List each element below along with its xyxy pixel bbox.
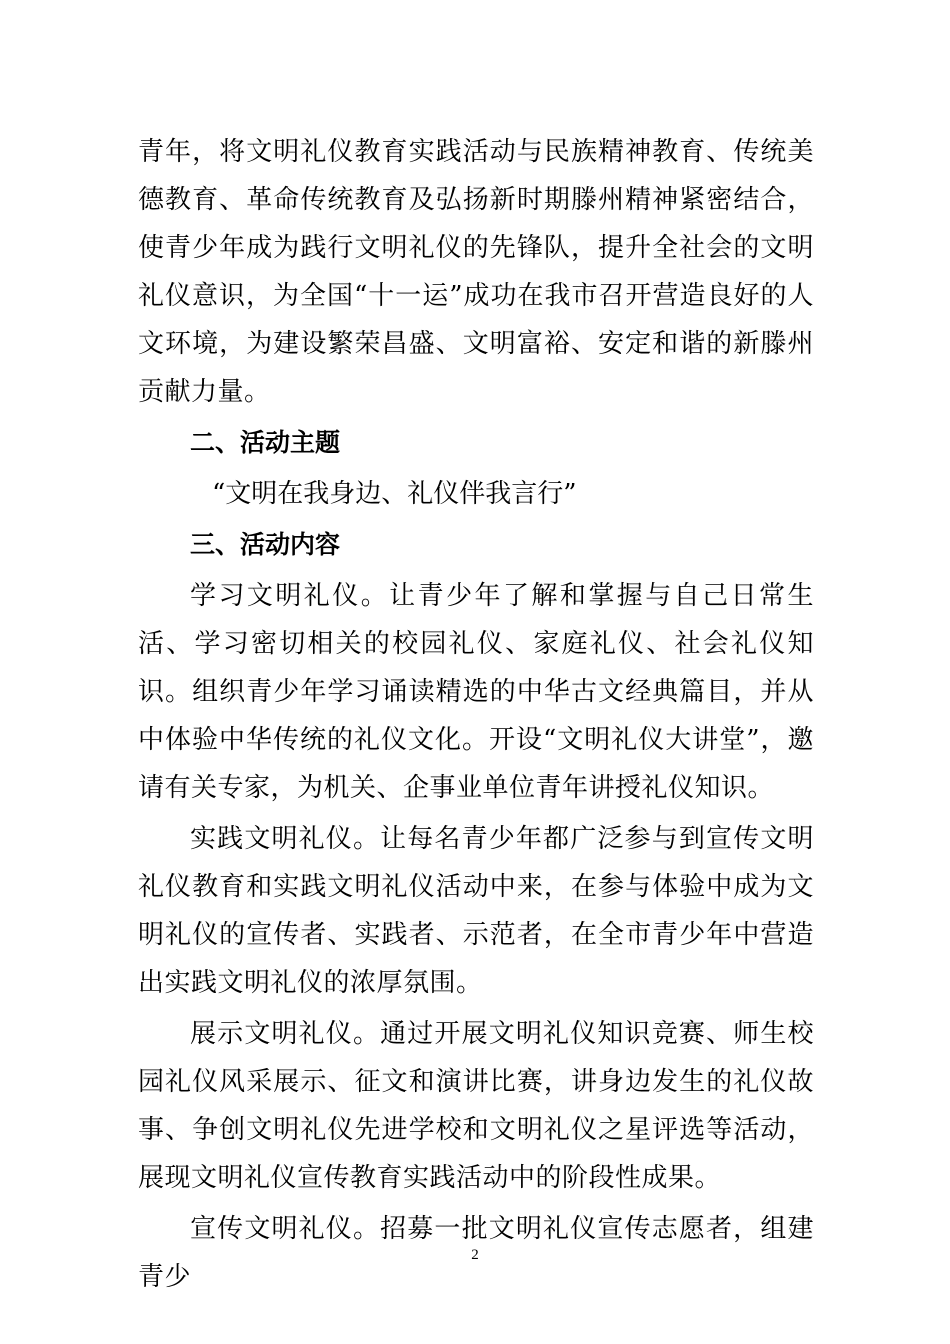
paragraph-intro: 青年，将文明礼仪教育实践活动与民族精神教育、传统美德教育、革命传统教育及弘扬新时期滕州精神紧密结合，使青少年成为践行文明礼仪的先锋队，提升全社会的文明礼仪意识，为全国“十一运”成功在我市召开营造良好的人文环境，为建设繁荣昌盛、文明富裕、安定和谐的新滕州贡献力量。 xyxy=(138,137,814,407)
heading-activity-theme: 二、活动主题 xyxy=(190,428,341,457)
document-body xyxy=(138,128,814,1304)
paragraph-practice-etiquette: 实践文明礼仪。让每名青少年都广泛参与到宣传文明礼仪教育和实践文明礼仪活动中来，在参与体验中成为文明礼仪的宣传者、实践者、示范者，在全市青少年中营造出实践文明礼仪的浓厚氛围。 xyxy=(138,824,814,998)
activity-theme-text: “文明在我身边、礼仪伴我言行” xyxy=(212,479,577,509)
paragraph-learn-etiquette: 学习文明礼仪。让青少年了解和掌握与自己日常生活、学习密切相关的校园礼仪、家庭礼仪、社会礼仪知识。组织青少年学习诵读精选的中华古文经典篇目，并从中体验中华传统的礼仪文化。开设“文明礼仪大讲堂”，邀请有关专家，为机关、企事业单位青年讲授礼仪知识。 xyxy=(138,581,814,803)
paragraph-promote-etiquette: 宣传文明礼仪。招募一批文明礼仪宣传志愿者，组建青少 xyxy=(138,1214,814,1292)
heading-activity-content: 三、活动内容 xyxy=(190,530,341,559)
page-number: 2 xyxy=(471,1247,479,1263)
paragraph-show-etiquette: 展示文明礼仪。通过开展文明礼仪知识竞赛、师生校园礼仪风采展示、征文和演讲比赛，讲身边发生的礼仪故事、争创文明礼仪先进学校和文明礼仪之星评选等活动，展现文明礼仪宣传教育实践活动中的阶段性成果。 xyxy=(138,1019,814,1193)
